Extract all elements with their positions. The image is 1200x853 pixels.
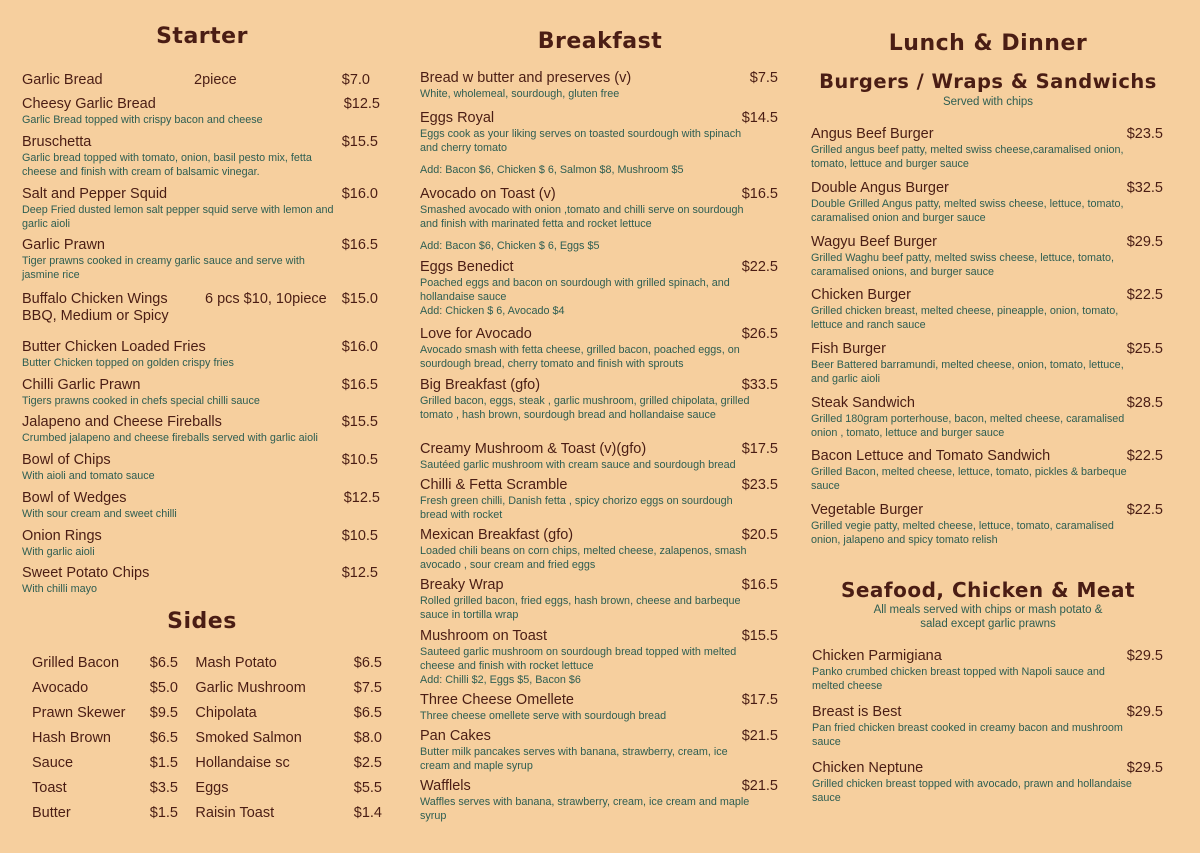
side-price: $1.5 [149,754,178,771]
menu-item [811,341,1163,386]
item-description: Three cheese omellete serve with sourdough bread [420,710,667,722]
item-price: $28.5 [1126,395,1163,411]
side-name: Smoked Salmon [195,729,302,746]
menu-item [420,577,780,622]
side-name: Avocado [32,679,89,696]
item-description: With garlic aioli [22,546,95,558]
item-price: $21.5 [741,728,778,744]
side-price: $7.5 [353,679,382,696]
side-name: Prawn Skewer [32,704,126,721]
seafood-note-2: salad except garlic prawns [920,618,1056,630]
item-price: $32.5 [1126,180,1163,196]
item-price: $29.5 [1126,648,1163,664]
item-name: Cheesy Garlic Bread [22,96,156,112]
item-description: Sauteed garlic mushroom on sourdough bread topped with melted cheese and finish with rocket lettuce [420,646,737,672]
item-name: Double Angus Burger [811,180,949,196]
side-price: $1.5 [149,804,178,821]
side-price: $6.5 [353,704,382,721]
item-description: White, wholemeal, sourdough, gluten free [420,88,620,100]
item-price: $25.5 [1126,341,1163,357]
item-price: $22.5 [1126,448,1163,464]
menu-item [811,395,1163,440]
item-description: Garlic Bread topped with crispy bacon and cheese [22,114,263,126]
side-price: $6.5 [149,654,178,671]
item-price: $16.0 [341,339,378,355]
side-name: Mash Potato [195,654,277,671]
item-description: Grilled chicken breast, melted cheese, pineapple, onion, tomato, lettuce and ranch sauce [811,305,1119,331]
item-name: Vegetable Burger [811,502,924,518]
item-price: $16.5 [341,377,378,393]
item-description: Beer Battered barramundi, melted cheese, onion, tomato, lettuce, and garlic aioli [811,359,1124,385]
menu-item [420,728,780,773]
side-name: Butter [32,804,71,821]
item-description: Pan fried chicken breast cooked in creamy bacon and mushroom sauce [812,722,1123,748]
item-name: Angus Beef Burger [811,126,934,142]
item-name: Breast is Best [812,704,902,720]
item-description: Sautéed garlic mushroom with cream sauce and sourdough bread [420,459,736,471]
item-name: Big Breakfast (gfo) [420,377,541,393]
item-addons: Add: Bacon $6, Chicken $ 6, Salmon $8, Mushroom $5 [420,164,684,176]
item-description: Tiger prawns cooked in creamy garlic sauce and serve with jasmine rice [22,255,305,281]
side-price: $5.5 [353,779,382,796]
item-price: $17.5 [741,441,778,457]
menu-item [812,704,1163,749]
item-name: Bread w butter and preserves (v) [420,70,632,86]
item-description: Double Grilled Angus patty, melted swiss cheese, lettuce, tomato, caramalised onion and burger sauce [811,198,1124,224]
item-price: $7.0 [341,72,370,88]
item-price: $10.5 [341,452,378,468]
seafood-note-1: All meals served with chips or mash potato & [873,604,1103,616]
sides-row [32,775,382,800]
side-name: Sauce [32,754,74,771]
menu-item [22,528,382,559]
item-name: Love for Avocado [420,326,532,342]
side-price: $6.5 [353,654,382,671]
item-name: Bruschetta [22,134,92,150]
item-price: $23.5 [1126,126,1163,142]
item-price: $29.5 [1126,704,1163,720]
item-name: Mexican Breakfast (gfo) [420,527,574,543]
menu-item [22,339,382,370]
item-price: $22.5 [1126,502,1163,518]
menu-item [420,441,780,472]
menu-item [22,565,382,596]
item-description: Fresh green chilli, Danish fetta , spicy chorizo eggs on sourdough bread with rocket [420,495,733,521]
item-name: Avocado on Toast (v) [420,186,556,202]
item-name: Pan Cakes [420,728,491,744]
item-price: $16.0 [341,186,378,202]
item-price: $10.5 [341,528,378,544]
menu-item [811,502,1163,547]
item-name: Buffalo Chicken Wings [22,291,168,307]
item-description: Grilled vegie patty, melted cheese, lettuce, tomato, caramalised onion, jalapeno and spicy tomato relish [811,520,1114,546]
item-name-options: BBQ, Medium or Spicy [22,308,169,324]
menu-item [22,134,382,179]
menu-item [420,110,780,177]
item-description: Butter milk pancakes serves with banana, strawberry, cream, ice cream and maple syrup [420,746,728,772]
lunch-title: Lunch & Dinner [888,31,1088,56]
starter-title: Starter [156,24,248,49]
menu-item [420,692,780,723]
item-price: $29.5 [1126,234,1163,250]
menu-item [420,628,780,687]
sides-row [32,800,382,825]
item-description: Grilled chicken breast topped with avocado, prawn and hollandaise sauce [812,778,1132,804]
item-price: $16.5 [741,186,778,202]
menu-item [22,186,382,231]
item-price: $23.5 [741,477,778,493]
item-addons: Add: Chilli $2, Eggs $5, Bacon $6 [420,674,581,686]
item-description: With chilli mayo [22,583,97,595]
item-name: Fish Burger [811,341,886,357]
side-price: $8.0 [353,729,382,746]
menu-item [420,778,780,823]
side-name: Chipolata [195,704,257,721]
menu-item [811,234,1163,279]
menu-item [420,377,780,422]
item-name: Chicken Neptune [812,760,924,776]
item-name: Chilli & Fetta Scramble [420,477,568,493]
item-name: Breaky Wrap [420,577,504,593]
item-price: $12.5 [343,490,380,506]
item-price: $20.5 [741,527,778,543]
item-description: Eggs cook as your liking serves on toasted sourdough with spinach and cherry tomato [420,128,742,154]
menu-item [420,70,780,101]
item-description: Grilled 180gram porterhouse, bacon, melted cheese, caramalised onion , tomato, lettuce and burger sauce [811,413,1125,439]
item-description: With aioli and tomato sauce [22,470,155,482]
side-price: $6.5 [149,729,178,746]
item-description: With sour cream and sweet chilli [22,508,177,520]
menu-item [22,291,382,324]
item-name: Eggs Royal [420,110,495,126]
item-price: $17.5 [741,692,778,708]
item-price: $15.5 [741,628,778,644]
item-price: $29.5 [1126,760,1163,776]
item-name: Three Cheese Omellete [420,692,574,708]
menu-item [420,259,780,318]
item-name: Wagyu Beef Burger [811,234,937,250]
item-description: Grilled angus beef patty, melted swiss cheese,caramalised onion, tomato, lettuce and burger sauce [811,144,1124,170]
item-name: Sweet Potato Chips [22,565,150,581]
menu-item [22,490,382,521]
menu-item [811,287,1163,332]
side-name: Hollandaise sc [195,754,290,771]
item-description: Deep Fried dusted lemon salt pepper squid serve with lemon and garlic aioli [22,204,334,230]
menu-item [420,527,780,572]
seafood-title: Seafood, Chicken & Meat [840,578,1136,602]
item-description: Grilled bacon, eggs, steak , garlic mushroom, grilled chipolata, grilled tomato , hash brown, sourdough bread and hollandaise sauce [420,395,750,421]
item-description: Grilled Bacon, melted cheese, lettuce, tomato, pickles & barbeque sauce [811,466,1127,492]
sides-row [32,750,382,775]
item-portion: 6 pcs $10, 10piece [205,291,327,307]
item-name: Steak Sandwich [811,395,915,411]
menu-item [22,452,382,483]
item-price: $22.5 [1126,287,1163,303]
item-description: Tigers prawns cooked in chefs special chilli sauce [22,395,260,407]
item-price: $7.5 [749,70,778,86]
item-addons: Add: Bacon $6, Chicken $ 6, Eggs $5 [420,240,600,252]
item-price: $12.5 [343,96,380,112]
side-name: Raisin Toast [195,804,275,821]
menu-item [812,648,1163,693]
item-price: $15.5 [341,414,378,430]
side-price: $5.0 [149,679,178,696]
item-price: $22.5 [741,259,778,275]
menu-item [22,414,382,445]
burgers-subtitle: Burgers / Wraps & Sandwichs [819,70,1157,93]
item-addons: Add: Chicken $ 6, Avocado $4 [420,305,565,317]
item-description: Crumbed jalapeno and cheese fireballs served with garlic aioli [22,432,318,444]
menu-item [420,186,780,253]
side-price: $9.5 [149,704,178,721]
menu-item [22,72,382,88]
item-name: Jalapeno and Cheese Fireballs [22,414,222,430]
item-description: Waffles serves with banana, strawberry, cream, ice cream and maple syrup [420,796,750,822]
menu-item [22,96,382,127]
item-name: Butter Chicken Loaded Fries [22,339,206,355]
item-description: Smashed avocado with onion ,tomato and chilli serve on sourdough and finish with marinated fetta and rocket lettuce [420,204,744,230]
item-description: Panko crumbed chicken breast topped with Napoli sauce and melted cheese [812,666,1105,692]
item-name: Garlic Bread [22,72,103,88]
menu-item [22,237,382,282]
side-name: Eggs [195,779,229,796]
item-price: $21.5 [741,778,778,794]
side-price: $1.4 [353,804,382,821]
item-name: Salt and Pepper Squid [22,186,168,202]
menu-item [811,448,1163,493]
item-name: Creamy Mushroom & Toast (v)(gfo) [420,441,647,457]
menu-item [22,377,382,408]
item-price: $16.5 [341,237,378,253]
item-price: $33.5 [741,377,778,393]
menu-item [812,760,1163,805]
item-description: Rolled grilled bacon, fried eggs, hash brown, cheese and barbeque sauce in tortilla wrap [420,595,741,621]
side-name: Hash Brown [32,729,111,746]
menu-item [420,477,780,522]
sides-row [32,650,382,675]
item-name: Bowl of Wedges [22,490,127,506]
side-name: Toast [32,779,67,796]
item-name: Garlic Prawn [22,237,105,253]
item-description: Butter Chicken topped on golden crispy fries [22,357,234,369]
sides-row [32,725,382,750]
sides-row [32,675,382,700]
item-name: Bacon Lettuce and Tomato Sandwich [811,448,1051,464]
side-price: $3.5 [149,779,178,796]
menu-item [420,326,780,371]
item-name: Chilli Garlic Prawn [22,377,141,393]
item-name: Mushroom on Toast [420,628,548,644]
item-portion: 2piece [194,72,237,88]
item-price: $15.5 [341,134,378,150]
item-price: $12.5 [341,565,378,581]
item-name: Bowl of Chips [22,452,111,468]
item-description: Loaded chili beans on corn chips, melted cheese, zalapenos, smash avocado , sour cream and fried eggs [420,545,747,571]
item-name: Chicken Parmigiana [812,648,942,664]
item-price: $26.5 [741,326,778,342]
item-description: Avocado smash with fetta cheese, grilled bacon, poached eggs, on sourdough bread, cherry tomato and finish with sprouts [420,344,740,370]
item-price: $14.5 [741,110,778,126]
menu-item [811,126,1163,171]
side-name: Garlic Mushroom [195,679,306,696]
item-description: Grilled Waghu beef patty, melted swiss cheese, lettuce, tomato, caramalised onions, and burger sauce [811,252,1115,278]
menu-item [811,180,1163,225]
item-description: Poached eggs and bacon on sourdough with grilled spinach, and hollandaise sauce [420,277,730,303]
breakfast-title: Breakfast [537,29,663,54]
item-name: Onion Rings [22,528,102,544]
side-name: Grilled Bacon [32,654,120,671]
item-price: $15.0 [341,291,378,307]
burgers-note: Served with chips [942,96,1034,108]
item-description: Garlic bread topped with tomato, onion, basil pesto mix, fetta cheese and finish with cream of balsamic vinegar. [22,152,312,178]
sides-table [32,650,382,825]
item-name: Wafflels [420,778,471,794]
side-price: $2.5 [353,754,382,771]
item-price: $16.5 [741,577,778,593]
item-name: Chicken Burger [811,287,911,303]
sides-title: Sides [167,609,237,634]
sides-row [32,700,382,725]
item-name: Eggs Benedict [420,259,514,275]
